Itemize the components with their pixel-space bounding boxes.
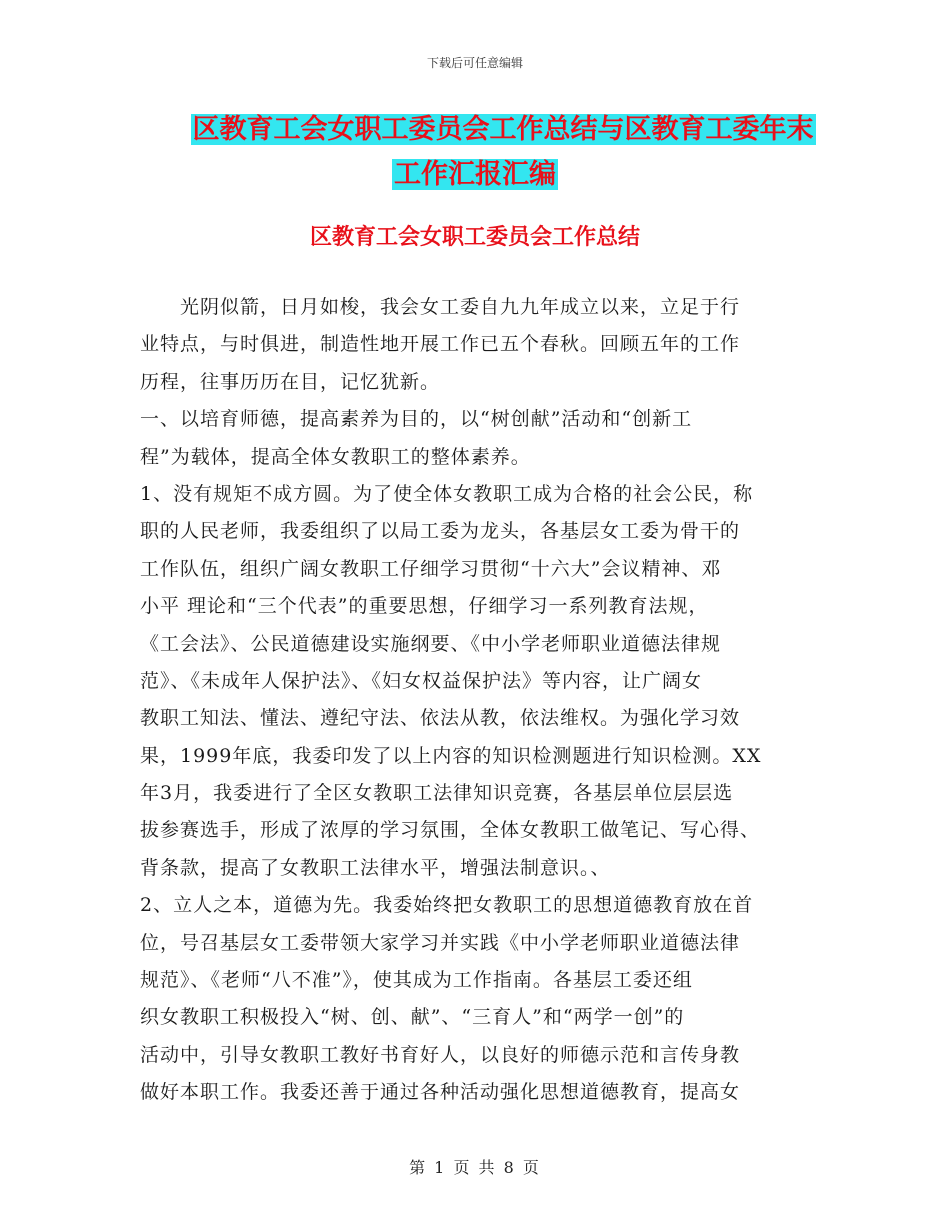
body-line: 一、以培育师德，提高素养为目的，以“树创献”活动和“创新工 [140, 408, 693, 431]
body-line: 位，号召基层女工委带领大家学习并实践《中小学老师职业道德法律 [140, 931, 741, 954]
body-line: 1、没有规矩不成方圆。为了使全体女教职工成为合格的社会公民，称 [140, 482, 754, 505]
header-note: 下载后可任意编辑 [426, 56, 523, 70]
document-title-line-1: 区教育工会女职工委员会工作总结与区教育工委年末 [192, 114, 814, 145]
body-line: 程”为载体，提高全体女教职工的整体素养。 [140, 445, 531, 468]
body-line: 背条款，提高了女教职工法律水平，增强法制意识。、 [140, 856, 611, 879]
document-title-line-2: 工作汇报汇编 [394, 159, 556, 190]
section-title: 区教育工会女职工委员会工作总结 [309, 225, 640, 250]
body-line: 年3月，我委进行了全区女教职工法律知识竞赛，各基层单位层层选 [140, 782, 734, 805]
body-line: 范》、《未成年人保护法》、《妇女权益保护法》等内容，让广阔女 [140, 669, 703, 692]
page-footer: 第 1 页 共 8 页 [409, 1158, 541, 1177]
body-line: 拔参赛选手，形成了浓厚的学习氛围，全体女教职工做笔记、写心得、 [140, 819, 761, 842]
body-line: 规范》、《老师“八不准”》，使其成为工作指南。各基层工委还组 [140, 969, 693, 992]
body-line: 业特点，与时俱进，制造性地开展工作已五个春秋。回顾五年的工作 [140, 333, 741, 356]
body-line: 光阴似箭，日月如梭，我会女工委自九九年成立以来，立足于行 [140, 296, 741, 318]
body-line: 织女教职工积极投入“树、创、献”、“三育人”和“两学一创”的 [140, 1006, 685, 1029]
body-line: 活动中，引导女教职工教好书育好人，以良好的师德示范和言传身教 [140, 1043, 741, 1066]
body-line: 《工会法》、公民道德建设实施纲要、《中小学老师职业道德法律规 [140, 632, 722, 655]
body-line: 小平 理论和“三个代表”的重要思想，仔细学习一系列教育法规， [140, 595, 709, 618]
body-line: 果，1999年底，我委印发了以上内容的知识检测题进行知识检测。XX [140, 744, 762, 767]
body-line: 2、立人之本，道德为先。我委始终把女教职工的思想道德教育放在首 [140, 894, 754, 917]
body-line: 职的人民老师，我委组织了以局工委为龙头，各基层女工委为骨干的 [140, 520, 741, 543]
body-line: 工作队伍，组织广阔女教职工仔细学习贯彻“十六大”会议精神、邓 [140, 557, 722, 580]
body-line: 做好本职工作。我委还善于通过各种活动强化思想道德教育，提高女 [140, 1081, 741, 1104]
document-body [140, 289, 810, 1112]
body-line: 教职工知法、懂法、遵纪守法、依法从教，依法维权。为强化学习效 [140, 707, 741, 730]
body-line: 历程，往事历历在目，记忆犹新。 [140, 370, 441, 393]
